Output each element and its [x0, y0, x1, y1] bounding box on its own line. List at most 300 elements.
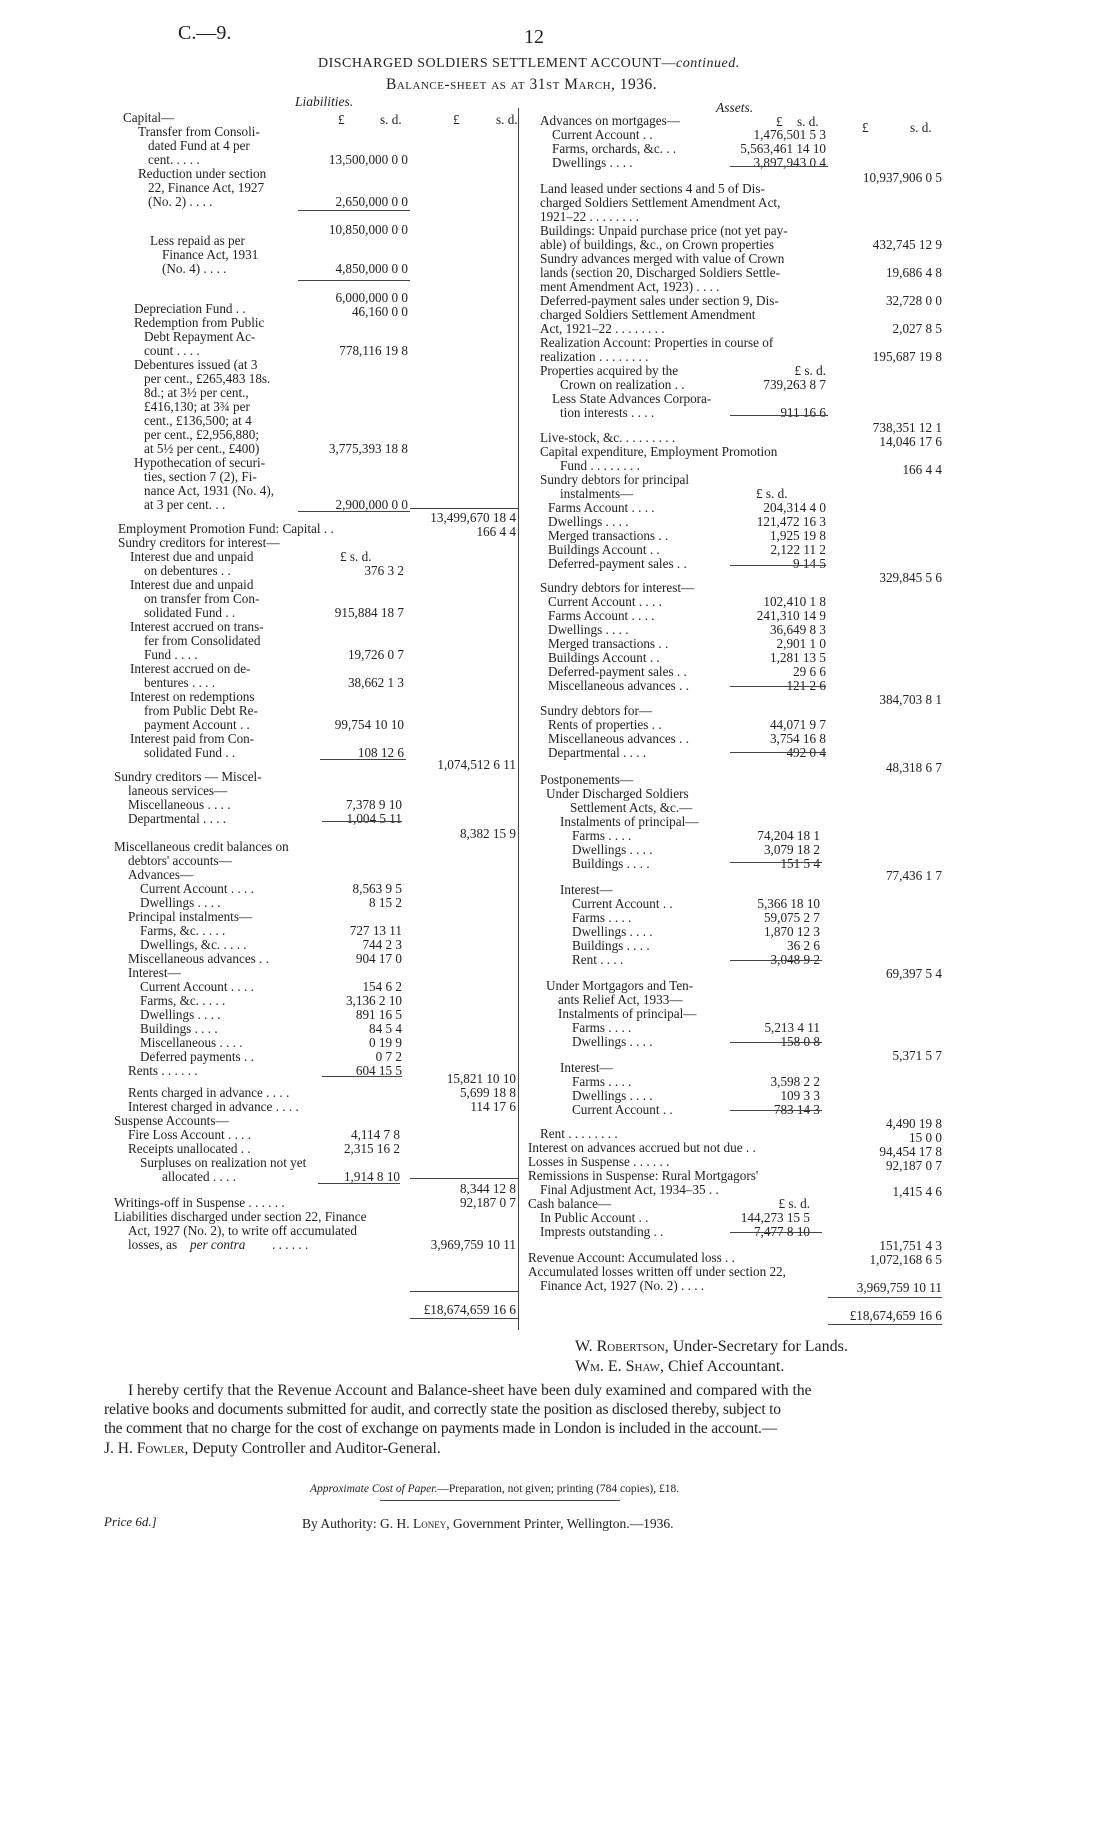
liability-line: Miscellaneous . . . .	[128, 797, 231, 812]
asset-amount: 121,472 16 3	[756, 514, 826, 529]
asset-line: Interest—	[560, 1060, 613, 1075]
liability-total: 15,821 10 10	[446, 1071, 516, 1086]
asset-total: £18,674,659 16 6	[849, 1308, 942, 1323]
asset-line: Farms . . . .	[572, 910, 632, 925]
liability-line: solidated Fund . .	[144, 605, 236, 620]
asset-line: Instalments of principal—	[558, 1006, 697, 1021]
liability-line: Interest accrued on de-	[130, 661, 251, 676]
asset-line: Farms . . . .	[572, 1020, 632, 1035]
asset-amount: 5,366 18 10	[757, 896, 820, 911]
printer-imprint	[302, 1516, 674, 1532]
asset-total: 2,027 8 5	[892, 321, 942, 336]
liability-line: Miscellaneous credit balances on	[114, 839, 289, 854]
liability-line: Rents . . . . . .	[128, 1063, 198, 1078]
liability-line: cent. . . . .	[148, 152, 200, 167]
liability-line: bentures . . . .	[144, 675, 216, 690]
asset-line: Sundry debtors for principal	[540, 472, 690, 487]
sub-column-header: £ s. d.	[340, 549, 372, 564]
liability-line: at 3 per cent. . .	[144, 497, 226, 512]
liability-line: Sundry creditors for interest—	[118, 535, 280, 550]
asset-amount: 151 5 4	[780, 856, 820, 871]
asset-amount: 3,079 18 2	[763, 842, 820, 857]
asset-line: Farms, orchards, &c. . .	[552, 141, 677, 156]
asset-line: Remissions in Suspense: Rural Mortgagors'	[528, 1168, 759, 1183]
asset-amount: £ s. d.	[778, 1196, 810, 1211]
asset-amount: 492 0 4	[786, 745, 826, 760]
audit-certificate-line-2: relative books and documents submitted for audit, and correctly state the position as disclosed thereby, subject to	[104, 1401, 781, 1418]
page-title	[318, 56, 740, 72]
liability-line: Hypothecation of securi-	[134, 455, 266, 470]
asset-line: Buildings Account . .	[548, 650, 660, 665]
liability-total: 166 4 4	[476, 524, 516, 539]
column-header-sd: s. d.	[797, 114, 819, 129]
asset-line: charged Soldiers Settlement Amendment Act,	[540, 195, 781, 210]
page-subtitle: Balance-sheet as at 31st March, 1936.	[386, 76, 658, 93]
liability-line: Farms, &c. . . . .	[140, 923, 226, 938]
liability-line: Employment Promotion Fund: Capital . .	[118, 521, 334, 536]
asset-amount: 739,263 8 7	[763, 377, 826, 392]
asset-line: realization . . . . . . . .	[540, 349, 649, 364]
liability-amount: 4,114 7 8	[351, 1127, 400, 1142]
sum-rule	[730, 415, 828, 416]
page-number: 12	[524, 26, 544, 48]
liability-line: fer from Consolidated	[144, 633, 261, 648]
liability-amount: 376 3 2	[364, 563, 404, 578]
asset-amount: 29 6 6	[793, 664, 826, 679]
asset-total: 329,845 5 6	[879, 570, 942, 585]
asset-line: Less State Advances Corpora-	[552, 391, 712, 406]
liability-amount: 99,754 10 10	[334, 717, 404, 732]
asset-amount: 2,122 11 2	[770, 542, 826, 557]
liability-line: (No. 4) . . . .	[162, 261, 227, 276]
asset-line: Dwellings . . . .	[572, 924, 653, 939]
liability-line: Debentures issued (at 3	[134, 357, 258, 372]
liability-line: Fire Loss Account . . . .	[128, 1127, 252, 1142]
asset-amount: 44,071 9 7	[769, 717, 826, 732]
asset-line: Rent . . . .	[572, 952, 624, 967]
asset-line: Current Account . .	[552, 127, 653, 142]
liability-amount: 0 19 9	[369, 1035, 402, 1050]
sum-rule	[730, 166, 828, 167]
asset-line: Dwellings . . . .	[572, 1034, 653, 1049]
asset-amount: 5,213 4 11	[764, 1020, 820, 1035]
asset-line: Farms Account . . . .	[548, 608, 655, 623]
column-header-pounds: £	[862, 120, 869, 135]
asset-line: Current Account . .	[572, 1102, 673, 1117]
liability-line: Interest on redemptions	[130, 689, 255, 704]
liability-line: Principal instalments—	[128, 909, 253, 924]
asset-amount: 1,925 19 8	[769, 528, 826, 543]
liability-line: Suspense Accounts—	[114, 1113, 229, 1128]
sum-rule	[828, 1324, 942, 1325]
sum-rule	[410, 1178, 518, 1179]
sum-rule	[730, 1042, 822, 1043]
liability-line: Less repaid as per	[150, 233, 245, 248]
asset-line: Dwellings . . . .	[552, 155, 633, 170]
asset-amount: 3,598 2 2	[770, 1074, 820, 1089]
liability-line: (No. 2) . . . .	[148, 194, 213, 209]
asset-line: Crown on realization . .	[560, 377, 685, 392]
asset-line: Merged transactions . .	[548, 636, 669, 651]
column-header-pounds: £	[338, 112, 345, 127]
asset-total: 3,969,759 10 11	[856, 1280, 942, 1295]
liability-line: Interest due and unpaid	[130, 549, 254, 564]
liability-amount: 3,136 2 10	[345, 993, 402, 1008]
asset-total: 5,371 5 7	[892, 1048, 942, 1063]
asset-line: Buildings: Unpaid purchase price (not yet pay-	[540, 223, 788, 238]
asset-amount: 3,048 9 2	[770, 952, 820, 967]
sum-rule	[320, 759, 406, 760]
liability-amount: 8 15 2	[369, 895, 402, 910]
asset-amount: 158 0 8	[780, 1034, 820, 1049]
liability-line: Miscellaneous advances . .	[128, 951, 269, 966]
asset-line: Act, 1921–22 . . . . . . . .	[540, 321, 665, 336]
asset-total: 1,072,168 6 5	[869, 1252, 942, 1267]
asset-line: Capital expenditure, Employment Promotion	[540, 444, 778, 459]
liability-line: Deferred payments . .	[140, 1049, 254, 1064]
asset-line: Live-stock, &c. . . . . . . . .	[540, 430, 676, 445]
liability-line: Departmental . . . .	[128, 811, 227, 826]
liability-amount: 1,914 8 10	[343, 1169, 400, 1184]
signatory-role: , Under-Secretary for Lands.	[664, 1338, 848, 1355]
page-title-suffix: continued.	[675, 56, 740, 71]
liability-line: per cent., £2,956,880;	[144, 427, 259, 442]
asset-line: Dwellings . . . .	[548, 622, 629, 637]
liability-amount: 727 13 11	[349, 923, 402, 938]
liability-amount: 13,500,000 0 0	[328, 152, 408, 167]
liability-line: ties, section 7 (2), Fi-	[144, 469, 257, 484]
asset-line: lands (section 20, Discharged Soldiers Settle-	[540, 265, 781, 280]
liability-line: Redemption from Public	[134, 315, 265, 330]
sum-rule	[298, 511, 410, 512]
liability-amount: 915,884 18 7	[334, 605, 404, 620]
asset-amount: 3,897,943 0 4	[753, 155, 826, 170]
asset-line: Miscellaneous advances . .	[548, 678, 689, 693]
asset-line: Land leased under sections 4 and 5 of Dis-	[540, 181, 765, 196]
audit-certificate-line-1: I hereby certify that the Revenue Account and Balance-sheet have been duly examined and compared with the	[128, 1382, 812, 1399]
column-header-sd: s. d.	[910, 120, 932, 135]
asset-total: 48,318 6 7	[885, 760, 942, 775]
liability-line: Finance Act, 1931	[162, 247, 259, 262]
asset-line: Buildings Account . .	[548, 542, 660, 557]
asset-total: 151,751 4 3	[879, 1238, 942, 1253]
liability-line: on debentures . .	[144, 563, 231, 578]
printer-name: G. H. Loney	[380, 1516, 447, 1531]
liability-amount: 84 5 4	[369, 1021, 402, 1036]
liability-total: 1,074,512 6 11	[437, 757, 516, 772]
sum-rule	[730, 752, 826, 753]
asset-line: charged Soldiers Settlement Amendment	[540, 307, 756, 322]
auditor-name: J. H. Fowler	[104, 1440, 185, 1457]
asset-amount: 3,754 16 8	[769, 731, 826, 746]
asset-line: Rents of properties . .	[548, 717, 662, 732]
liability-total: £18,674,659 16 6	[423, 1302, 516, 1317]
liability-line: allocated . . . .	[162, 1169, 236, 1184]
asset-line: Dwellings . . . .	[548, 514, 629, 529]
liability-total: 5,699 18 8	[459, 1085, 516, 1100]
asset-amount: 102,410 1 8	[763, 594, 826, 609]
assets-heading: Assets.	[716, 100, 754, 115]
asset-line: Departmental . . . .	[548, 745, 647, 760]
liability-line: nance Act, 1931 (No. 4),	[144, 483, 275, 498]
liability-amount: 2,315 16 2	[343, 1141, 400, 1156]
asset-amount: 911 16 6	[780, 405, 826, 420]
cost-of-paper	[310, 1483, 679, 1495]
asset-line: Advances on mortgages—	[540, 113, 680, 128]
asset-total: 738,351 12 1	[872, 420, 942, 435]
asset-line: instalments—	[560, 486, 634, 501]
liability-line: Rents charged in advance . . . .	[128, 1085, 290, 1100]
liability-line: Writings-off in Suspense . . . . . .	[114, 1195, 285, 1210]
audit-certificate-signatory	[104, 1440, 441, 1458]
sum-rule	[828, 1297, 942, 1298]
liability-line: Current Account . . . .	[140, 979, 254, 994]
liability-amount: 154 6 2	[362, 979, 402, 994]
asset-line: Deferred-payment sales under section 9, Dis-	[540, 293, 779, 308]
asset-line: Accumulated losses written off under section 22,	[528, 1264, 786, 1279]
sum-rule	[730, 565, 826, 566]
asset-line: Dwellings . . . .	[572, 842, 653, 857]
page-title-main: DISCHARGED SOLDIERS SETTLEMENT ACCOUNT—	[318, 56, 676, 71]
liability-total: 114 17 6	[470, 1099, 516, 1114]
liability-amount: 46,160 0 0	[351, 304, 408, 319]
asset-line: In Public Account . .	[540, 1210, 649, 1225]
asset-amount: 1,281 13 5	[769, 650, 826, 665]
sum-rule	[730, 862, 822, 863]
cost-text: —Preparation, not given; printing (784 copies), £18.	[437, 1483, 680, 1495]
sum-rule	[410, 508, 518, 509]
liability-total: 92,187 0 7	[459, 1195, 516, 1210]
asset-line: Deferred-payment sales . .	[548, 556, 687, 571]
asset-total: 384,703 8 1	[879, 692, 942, 707]
liability-line: . . . . . .	[272, 1237, 309, 1252]
liability-amount: 891 16 5	[355, 1007, 402, 1022]
liability-line: cent., £136,500; at 4	[144, 413, 252, 428]
asset-line: Merged transactions . .	[548, 528, 669, 543]
liability-amount: 19,726 0 7	[347, 647, 404, 662]
liability-total: 3,969,759 10 11	[430, 1237, 516, 1252]
asset-total: 1,415 4 6	[892, 1184, 942, 1199]
asset-line: Fund . . . . . . . .	[560, 458, 640, 473]
column-header-sd: s. d.	[380, 112, 402, 127]
liability-line: Farms, &c. . . . .	[140, 993, 226, 1008]
liability-line: Act, 1927 (No. 2), to write off accumulated	[128, 1223, 358, 1238]
asset-amount: 144,273 15 5	[740, 1210, 810, 1225]
sum-rule	[730, 686, 826, 687]
asset-amount: 241,310 14 9	[756, 608, 826, 623]
liability-line: per cent., £265,483 18s.	[144, 371, 271, 386]
sum-rule	[410, 1318, 518, 1319]
asset-amount: 5,563,461 14 10	[740, 141, 826, 156]
column-header-pounds: £	[776, 114, 783, 129]
asset-amount: 7,477 8 10	[753, 1224, 810, 1239]
asset-line: Current Account . .	[572, 896, 673, 911]
asset-line: Dwellings . . . .	[572, 1088, 653, 1103]
sum-rule	[730, 1232, 822, 1233]
liability-amount: 3,775,393 18 8	[328, 441, 408, 456]
asset-line: Imprests outstanding . .	[540, 1224, 664, 1239]
liability-amount: 744 2 3	[362, 937, 402, 952]
liability-line: Receipts unallocated . .	[128, 1141, 251, 1156]
liability-line: Current Account . . . .	[140, 881, 254, 896]
asset-line: Instalments of principal—	[560, 814, 699, 829]
signature-chief-accountant	[575, 1358, 784, 1376]
liability-line: losses, as	[128, 1237, 178, 1252]
asset-total: 15 0 0	[909, 1130, 942, 1145]
asset-line: Farms . . . .	[572, 828, 632, 843]
liability-amount: 6,000,000 0 0	[335, 290, 408, 305]
liability-total: 8,344 12 8	[459, 1181, 516, 1196]
sum-rule	[410, 1291, 518, 1292]
asset-amount: 74,204 18 1	[757, 828, 820, 843]
sum-rule	[322, 1076, 402, 1077]
liability-amount: 10,850,000 0 0	[328, 222, 408, 237]
sum-rule	[298, 210, 410, 211]
asset-amount: 783 14 3	[773, 1102, 820, 1117]
liability-line: £416,130; at 3¾ per	[144, 399, 250, 414]
asset-amount: 204,314 4 0	[763, 500, 826, 515]
liability-line: debtors' accounts—	[128, 853, 232, 868]
asset-line: Finance Act, 1927 (No. 2) . . . .	[540, 1278, 705, 1293]
liability-line: Depreciation Fund . .	[134, 301, 246, 316]
liability-amount: 8,563 9 5	[352, 881, 402, 896]
asset-line: Interest—	[560, 882, 613, 897]
asset-line: Losses in Suspense . . . . . .	[528, 1154, 670, 1169]
asset-line: Cash balance—	[528, 1196, 612, 1211]
liability-line: on transfer from Con-	[144, 591, 260, 606]
liability-line: 22, Finance Act, 1927	[148, 180, 265, 195]
asset-line: Under Mortgagors and Ten-	[546, 978, 694, 993]
liability-line: Interest charged in advance . . . .	[128, 1099, 299, 1114]
liability-line: Reduction under section	[138, 166, 267, 181]
asset-line: Interest on advances accrued but not due . .	[528, 1140, 756, 1155]
asset-amount: 1,476,501 5 3	[753, 127, 826, 142]
asset-total: 195,687 19 8	[872, 349, 942, 364]
asset-total: 14,046 17 6	[879, 434, 942, 449]
asset-total: 10,937,906 0 5	[862, 170, 942, 185]
liability-line: laneous services—	[128, 783, 228, 798]
asset-line: Farms . . . .	[572, 1074, 632, 1089]
liability-amount: 0 7 2	[375, 1049, 402, 1064]
imprint-suffix: , Government Printer, Wellington.—1936.	[446, 1516, 674, 1531]
liability-line: count . . . .	[144, 343, 200, 358]
asset-line: able) of buildings, &c., on Crown properties	[540, 237, 775, 252]
liability-line: Interest—	[128, 965, 181, 980]
asset-line: tion interests . . . .	[560, 405, 655, 420]
asset-line: 1921–22 . . . . . . . .	[540, 209, 639, 224]
asset-amount: £ s. d.	[794, 363, 826, 378]
asset-line: Properties acquired by the	[540, 363, 679, 378]
liability-amount: 7,378 9 10	[345, 797, 402, 812]
liabilities-heading: Liabilities.	[295, 94, 354, 109]
price: Price 6d.]	[104, 1514, 157, 1529]
asset-amount: 9 14 5	[793, 556, 826, 571]
sum-rule	[318, 1183, 400, 1184]
asset-line: Miscellaneous advances . .	[548, 731, 689, 746]
asset-line: Realization Account: Properties in course of	[540, 335, 774, 350]
asset-total: 92,187 0 7	[885, 1158, 942, 1173]
sum-rule	[730, 960, 822, 961]
asset-total: 32,728 0 0	[885, 293, 942, 308]
asset-line: Buildings . . . .	[572, 856, 650, 871]
asset-line: Rent . . . . . . . .	[540, 1126, 618, 1141]
asset-total: 4,490 19 8	[885, 1116, 942, 1131]
liability-amount: 4,850,000 0 0	[335, 261, 408, 276]
asset-amount: 2,901 1 0	[776, 636, 826, 651]
footer-divider	[380, 1500, 620, 1501]
liability-line: at 5½ per cent., £400)	[144, 441, 260, 456]
asset-amount: 36 2 6	[787, 938, 820, 953]
asset-line: Deferred-payment sales . .	[548, 664, 687, 679]
audit-certificate-line-3: the comment that no charge for the cost of exchange on payments made in London is included in the account.—	[104, 1420, 778, 1437]
liability-amount: 604 15 5	[355, 1063, 402, 1078]
liability-line: Surpluses on realization not yet	[140, 1155, 307, 1170]
signature-under-secretary	[575, 1338, 848, 1356]
liability-line: dated Fund at 4 per	[148, 138, 250, 153]
liability-line: payment Account . .	[144, 717, 250, 732]
asset-line: Sundry debtors for interest—	[540, 580, 695, 595]
liability-amount: 1,004 5 11	[346, 811, 402, 826]
liability-line: Advances—	[128, 867, 194, 882]
asset-line: Settlement Acts, &c.—	[570, 800, 693, 815]
liability-line: 8d.; at 3½ per cent.,	[144, 385, 249, 400]
imprint-prefix: By Authority:	[302, 1516, 381, 1531]
liability-line: Fund . . . .	[144, 647, 198, 662]
signatory-name: Wm. E. Shaw	[575, 1358, 660, 1375]
liability-line: Interest accrued on trans-	[130, 619, 264, 634]
liability-line: Dwellings . . . .	[140, 1007, 221, 1022]
liability-line: Sundry creditors — Miscel-	[114, 769, 262, 784]
liability-line: solidated Fund . .	[144, 745, 236, 760]
document-reference: C.—9.	[178, 22, 232, 44]
liability-line: Interest paid from Con-	[130, 731, 255, 746]
liability-line: Liabilities discharged under section 22, Finance	[114, 1209, 367, 1224]
asset-line: Under Discharged Soldiers	[546, 786, 689, 801]
asset-line: Revenue Account: Accumulated loss . .	[528, 1250, 735, 1265]
asset-amount: 1,870 12 3	[763, 924, 820, 939]
column-header-pounds: £	[453, 112, 460, 127]
auditor-role: , Deputy Controller and Auditor-General.	[184, 1440, 441, 1457]
sum-rule	[322, 821, 402, 822]
liability-amount: 2,650,000 0 0	[335, 194, 408, 209]
asset-line: Farms Account . . . .	[548, 500, 655, 515]
sum-rule	[730, 1110, 822, 1111]
asset-amount: 36,649 8 3	[769, 622, 826, 637]
liability-line: Dwellings, &c. . . . .	[140, 937, 247, 952]
asset-amount: 109 3 3	[780, 1088, 820, 1103]
signatory-name: W. Robertson	[575, 1338, 665, 1355]
cost-label: Approximate Cost of Paper.	[310, 1483, 438, 1495]
asset-line: Postponements—	[540, 772, 634, 787]
liability-line: Dwellings . . . .	[140, 895, 221, 910]
asset-total: 77,436 1 7	[885, 868, 942, 883]
asset-amount: 121 2 6	[786, 678, 826, 693]
liability-amount: 778,116 19 8	[339, 343, 408, 358]
sub-column-header: £ s. d.	[756, 486, 788, 501]
asset-line: ants Relief Act, 1933—	[558, 992, 683, 1007]
liability-amount: 108 12 6	[357, 745, 404, 760]
asset-total: 432,745 12 9	[872, 237, 942, 252]
liability-total: 13,499,670 18 4	[430, 510, 516, 525]
asset-total: 166 4 4	[902, 462, 942, 477]
column-divider	[518, 108, 519, 1330]
liability-line: Capital—	[123, 110, 175, 125]
asset-line: Current Account . . . .	[548, 594, 662, 609]
liability-line: Transfer from Consoli-	[138, 124, 260, 139]
liability-line: Debt Repayment Ac-	[144, 329, 256, 344]
liability-line: from Public Debt Re-	[144, 703, 258, 718]
liability-line: Miscellaneous . . . .	[140, 1035, 243, 1050]
